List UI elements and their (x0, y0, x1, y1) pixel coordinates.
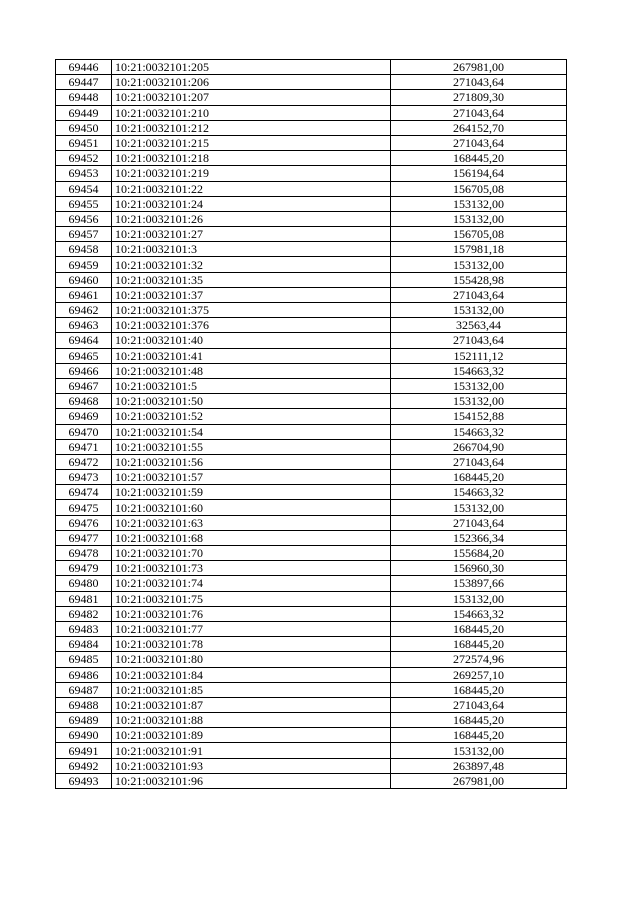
table-row (56, 105, 567, 120)
table-row (56, 120, 567, 135)
row-number-cell: 69491 (56, 743, 112, 758)
cadastral-number-cell: 10:21:0032101:76 (112, 606, 391, 621)
row-number-cell: 69452 (56, 151, 112, 166)
table-row (56, 561, 567, 576)
cadastral-value-cell: 154663,32 (391, 485, 567, 500)
table-row (56, 196, 567, 211)
row-number-cell: 69485 (56, 652, 112, 667)
table-row (56, 454, 567, 469)
table-row (56, 257, 567, 272)
row-number-cell: 69470 (56, 424, 112, 439)
row-number-cell: 69489 (56, 713, 112, 728)
cadastral-value-cell: 168445,20 (391, 151, 567, 166)
cadastral-number-cell: 10:21:0032101:50 (112, 394, 391, 409)
cadastral-value-cell: 168445,20 (391, 713, 567, 728)
table-row (56, 424, 567, 439)
cadastral-number-cell: 10:21:0032101:24 (112, 196, 391, 211)
table-row (56, 591, 567, 606)
cadastral-number-cell: 10:21:0032101:5 (112, 378, 391, 393)
cadastral-number-cell: 10:21:0032101:219 (112, 166, 391, 181)
cadastral-value-cell: 271043,64 (391, 515, 567, 530)
cadastral-number-cell: 10:21:0032101:60 (112, 500, 391, 515)
cadastral-number-cell: 10:21:0032101:215 (112, 135, 391, 150)
table-row (56, 743, 567, 758)
cadastral-number-cell: 10:21:0032101:22 (112, 181, 391, 196)
cadastral-value-cell: 269257,10 (391, 667, 567, 682)
row-number-cell: 69479 (56, 561, 112, 576)
row-number-cell: 69483 (56, 621, 112, 636)
cadastral-value-cell: 263897,48 (391, 758, 567, 773)
cadastral-value-cell: 154663,32 (391, 606, 567, 621)
cadastral-number-cell: 10:21:0032101:212 (112, 120, 391, 135)
table-row (56, 333, 567, 348)
cadastral-value-cell: 168445,20 (391, 728, 567, 743)
row-number-cell: 69493 (56, 773, 112, 788)
table-row (56, 151, 567, 166)
table-row (56, 363, 567, 378)
cadastral-number-cell: 10:21:0032101:78 (112, 637, 391, 652)
table-row (56, 90, 567, 105)
row-number-cell: 69457 (56, 227, 112, 242)
cadastral-number-cell: 10:21:0032101:54 (112, 424, 391, 439)
table-row (56, 682, 567, 697)
row-number-cell: 69488 (56, 697, 112, 712)
cadastral-number-cell: 10:21:0032101:87 (112, 697, 391, 712)
table-row (56, 470, 567, 485)
row-number-cell: 69453 (56, 166, 112, 181)
cadastral-number-cell: 10:21:0032101:207 (112, 90, 391, 105)
table-row (56, 485, 567, 500)
table-row (56, 728, 567, 743)
cadastral-value-cell: 153132,00 (391, 743, 567, 758)
row-number-cell: 69456 (56, 211, 112, 226)
table-row (56, 135, 567, 150)
row-number-cell: 69469 (56, 409, 112, 424)
row-number-cell: 69459 (56, 257, 112, 272)
cadastral-number-cell: 10:21:0032101:210 (112, 105, 391, 120)
cadastral-number-cell: 10:21:0032101:218 (112, 151, 391, 166)
row-number-cell: 69484 (56, 637, 112, 652)
row-number-cell: 69468 (56, 394, 112, 409)
cadastral-number-cell: 10:21:0032101:84 (112, 667, 391, 682)
cadastral-number-cell: 10:21:0032101:85 (112, 682, 391, 697)
cadastral-value-cell: 155684,20 (391, 546, 567, 561)
cadastral-value-cell: 154152,88 (391, 409, 567, 424)
row-number-cell: 69466 (56, 363, 112, 378)
table-row (56, 181, 567, 196)
row-number-cell: 69450 (56, 120, 112, 135)
table-row (56, 409, 567, 424)
cadastral-number-cell: 10:21:0032101:376 (112, 318, 391, 333)
row-number-cell: 69472 (56, 454, 112, 469)
cadastral-value-cell: 153132,00 (391, 196, 567, 211)
cadastral-number-cell: 10:21:0032101:63 (112, 515, 391, 530)
table-row (56, 667, 567, 682)
row-number-cell: 69476 (56, 515, 112, 530)
table-row (56, 60, 567, 75)
row-number-cell: 69447 (56, 75, 112, 90)
row-number-cell: 69482 (56, 606, 112, 621)
row-number-cell: 69480 (56, 576, 112, 591)
cadastral-number-cell: 10:21:0032101:74 (112, 576, 391, 591)
cadastral-number-cell: 10:21:0032101:32 (112, 257, 391, 272)
cadastral-number-cell: 10:21:0032101:91 (112, 743, 391, 758)
cadastral-value-cell: 153132,00 (391, 378, 567, 393)
cadastral-value-cell: 168445,20 (391, 470, 567, 485)
cadastral-value-cell: 156960,30 (391, 561, 567, 576)
row-number-cell: 69486 (56, 667, 112, 682)
cadastral-value-cell: 155428,98 (391, 272, 567, 287)
cadastral-number-cell: 10:21:0032101:206 (112, 75, 391, 90)
row-number-cell: 69455 (56, 196, 112, 211)
cadastral-number-cell: 10:21:0032101:73 (112, 561, 391, 576)
cadastral-value-cell: 153897,66 (391, 576, 567, 591)
cadastral-number-cell: 10:21:0032101:35 (112, 272, 391, 287)
cadastral-value-cell: 32563,44 (391, 318, 567, 333)
table-row (56, 439, 567, 454)
cadastral-value-cell: 271043,64 (391, 333, 567, 348)
cadastral-value-cell: 271043,64 (391, 697, 567, 712)
table-row (56, 378, 567, 393)
cadastral-value-cell: 153132,00 (391, 303, 567, 318)
row-number-cell: 69460 (56, 272, 112, 287)
cadastral-value-cell: 271043,64 (391, 105, 567, 120)
table-row (56, 272, 567, 287)
cadastral-number-cell: 10:21:0032101:48 (112, 363, 391, 378)
cadastral-number-cell: 10:21:0032101:56 (112, 454, 391, 469)
cadastral-value-cell: 267981,00 (391, 60, 567, 75)
cadastral-number-cell: 10:21:0032101:205 (112, 60, 391, 75)
cadastral-number-cell: 10:21:0032101:96 (112, 773, 391, 788)
cadastral-value-cell: 271043,64 (391, 287, 567, 302)
cadastral-number-cell: 10:21:0032101:80 (112, 652, 391, 667)
cadastral-number-cell: 10:21:0032101:59 (112, 485, 391, 500)
row-number-cell: 69478 (56, 546, 112, 561)
cadastral-value-cell: 152111,12 (391, 348, 567, 363)
cadastral-number-cell: 10:21:0032101:27 (112, 227, 391, 242)
table-body (56, 60, 567, 789)
table-row (56, 758, 567, 773)
table-row (56, 773, 567, 788)
row-number-cell: 69454 (56, 181, 112, 196)
cadastral-number-cell: 10:21:0032101:55 (112, 439, 391, 454)
cadastral-value-cell: 156705,08 (391, 181, 567, 196)
cadastral-value-cell: 153132,00 (391, 211, 567, 226)
row-number-cell: 69449 (56, 105, 112, 120)
table-row (56, 348, 567, 363)
cadastral-value-cell: 271043,64 (391, 454, 567, 469)
table-row (56, 546, 567, 561)
cadastral-value-cell: 272574,96 (391, 652, 567, 667)
cadastral-number-cell: 10:21:0032101:77 (112, 621, 391, 636)
table-row (56, 621, 567, 636)
table-row (56, 697, 567, 712)
cadastral-number-cell: 10:21:0032101:57 (112, 470, 391, 485)
table-row (56, 303, 567, 318)
row-number-cell: 69446 (56, 60, 112, 75)
table-row (56, 227, 567, 242)
cadastral-value-cell: 156705,08 (391, 227, 567, 242)
row-number-cell: 69487 (56, 682, 112, 697)
cadastral-number-cell: 10:21:0032101:52 (112, 409, 391, 424)
row-number-cell: 69481 (56, 591, 112, 606)
cadastral-number-cell: 10:21:0032101:40 (112, 333, 391, 348)
cadastral-value-cell: 266704,90 (391, 439, 567, 454)
cadastral-value-table (55, 59, 567, 789)
cadastral-value-cell: 271043,64 (391, 135, 567, 150)
cadastral-value-cell: 156194,64 (391, 166, 567, 181)
cadastral-value-cell: 264152,70 (391, 120, 567, 135)
table-row (56, 576, 567, 591)
table-row (56, 500, 567, 515)
row-number-cell: 69492 (56, 758, 112, 773)
table-row (56, 606, 567, 621)
cadastral-number-cell: 10:21:0032101:88 (112, 713, 391, 728)
row-number-cell: 69471 (56, 439, 112, 454)
cadastral-value-cell: 153132,00 (391, 394, 567, 409)
row-number-cell: 69464 (56, 333, 112, 348)
table-row (56, 287, 567, 302)
table-row (56, 166, 567, 181)
cadastral-value-cell: 153132,00 (391, 257, 567, 272)
cadastral-number-cell: 10:21:0032101:75 (112, 591, 391, 606)
row-number-cell: 69463 (56, 318, 112, 333)
cadastral-value-cell: 168445,20 (391, 621, 567, 636)
table-row (56, 515, 567, 530)
cadastral-number-cell: 10:21:0032101:70 (112, 546, 391, 561)
row-number-cell: 69490 (56, 728, 112, 743)
cadastral-number-cell: 10:21:0032101:89 (112, 728, 391, 743)
table-row (56, 211, 567, 226)
table-row (56, 318, 567, 333)
cadastral-number-cell: 10:21:0032101:26 (112, 211, 391, 226)
table-row (56, 713, 567, 728)
cadastral-number-cell: 10:21:0032101:68 (112, 530, 391, 545)
cadastral-value-cell: 271043,64 (391, 75, 567, 90)
cadastral-number-cell: 10:21:0032101:375 (112, 303, 391, 318)
cadastral-value-cell: 168445,20 (391, 682, 567, 697)
row-number-cell: 69474 (56, 485, 112, 500)
cadastral-value-cell: 267981,00 (391, 773, 567, 788)
row-number-cell: 69467 (56, 378, 112, 393)
table-row (56, 530, 567, 545)
table-row (56, 242, 567, 257)
table-row (56, 394, 567, 409)
row-number-cell: 69448 (56, 90, 112, 105)
table-row (56, 637, 567, 652)
row-number-cell: 69451 (56, 135, 112, 150)
row-number-cell: 69461 (56, 287, 112, 302)
row-number-cell: 69462 (56, 303, 112, 318)
cadastral-value-cell: 153132,00 (391, 500, 567, 515)
cadastral-number-cell: 10:21:0032101:41 (112, 348, 391, 363)
cadastral-value-cell: 154663,32 (391, 424, 567, 439)
row-number-cell: 69477 (56, 530, 112, 545)
table-row (56, 75, 567, 90)
cadastral-number-cell: 10:21:0032101:93 (112, 758, 391, 773)
row-number-cell: 69465 (56, 348, 112, 363)
cadastral-number-cell: 10:21:0032101:3 (112, 242, 391, 257)
cadastral-number-cell: 10:21:0032101:37 (112, 287, 391, 302)
cadastral-value-cell: 153132,00 (391, 591, 567, 606)
cadastral-value-cell: 271809,30 (391, 90, 567, 105)
cadastral-value-cell: 154663,32 (391, 363, 567, 378)
table-row (56, 652, 567, 667)
row-number-cell: 69458 (56, 242, 112, 257)
cadastral-value-cell: 157981,18 (391, 242, 567, 257)
cadastral-value-cell: 152366,34 (391, 530, 567, 545)
cadastral-value-cell: 168445,20 (391, 637, 567, 652)
row-number-cell: 69473 (56, 470, 112, 485)
row-number-cell: 69475 (56, 500, 112, 515)
